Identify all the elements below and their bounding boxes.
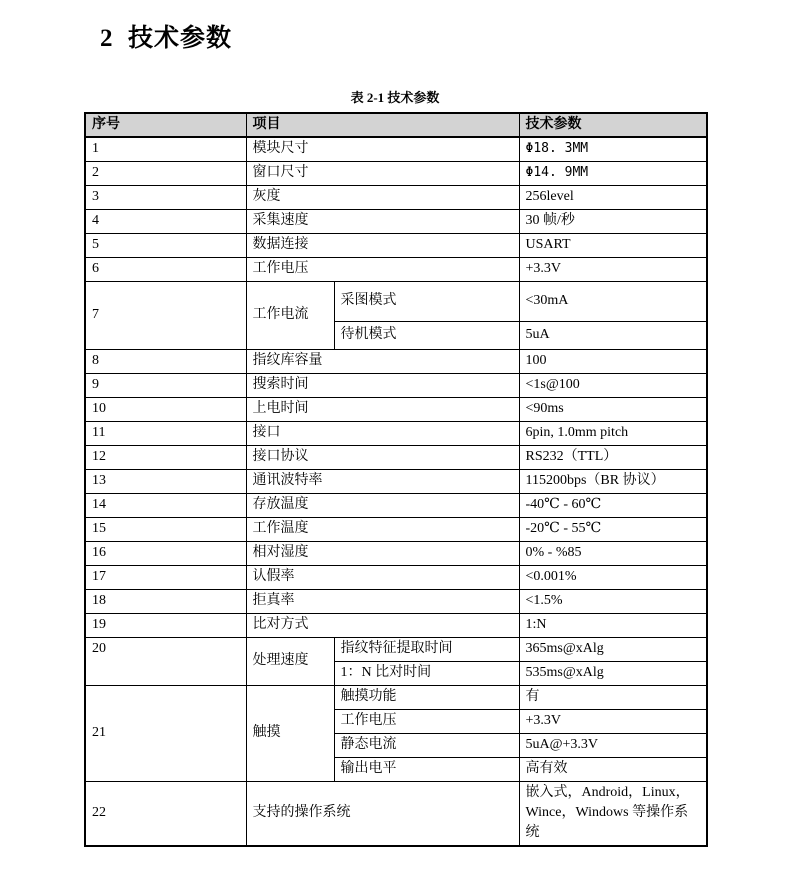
cell-no: 1: [85, 137, 246, 161]
cell-no: 6: [85, 257, 246, 281]
cell-no: 17: [85, 565, 246, 589]
table-header-row: [85, 113, 707, 137]
table-caption: 表 2-1 技术参数: [350, 90, 440, 105]
cell-value: 535ms@xAlg: [519, 661, 707, 685]
cell-value: 115200bps（BR 协议）: [519, 469, 707, 493]
table-row: [85, 445, 707, 469]
cell-sub-label: 采图模式: [334, 281, 519, 321]
cell-no: 12: [85, 445, 246, 469]
cell-sub-label: 触摸功能: [334, 685, 519, 709]
table-row: [85, 257, 707, 281]
table-row: [85, 373, 707, 397]
cell-value: 高有效: [519, 757, 707, 781]
cell-sub-label: 待机模式: [334, 321, 519, 349]
cell-value: 5uA: [519, 321, 707, 349]
cell-item: 通讯波特率: [246, 469, 519, 493]
cell-value: <1s@100: [519, 373, 707, 397]
table-row: [85, 493, 707, 517]
cell-item: 搜索时间: [246, 373, 519, 397]
cell-no: 3: [85, 185, 246, 209]
cell-sub-label: 工作电压: [334, 709, 519, 733]
cell-item: 数据连接: [246, 233, 519, 257]
cell-sub-label: 1：N 比对时间: [334, 661, 519, 685]
cell-value: 嵌入式，Android，Linux，Wince，Windows 等操作系统: [519, 781, 707, 845]
cell-no: 16: [85, 541, 246, 565]
cell-value: 365ms@xAlg: [519, 637, 707, 661]
cell-value: 256level: [519, 185, 707, 209]
table-row: [85, 781, 707, 845]
cell-item: 指纹库容量: [246, 349, 519, 373]
cell-item: 采集速度: [246, 209, 519, 233]
cell-item: 接口: [246, 421, 519, 445]
cell-no: 9: [85, 373, 246, 397]
table-row: [85, 565, 707, 589]
cell-item: 存放温度: [246, 493, 519, 517]
table-row: [85, 209, 707, 233]
cell-value: 5uA@+3.3V: [519, 733, 707, 757]
table-row: [85, 613, 707, 637]
table-row: [85, 589, 707, 613]
cell-value: RS232（TTL）: [519, 445, 707, 469]
table-row: [85, 685, 707, 709]
cell-value: 6pin, 1.0mm pitch: [519, 421, 707, 445]
cell-no: 18: [85, 589, 246, 613]
table-row: [85, 137, 707, 161]
technical-parameters-table: [84, 112, 708, 847]
cell-item: 比对方式: [246, 613, 519, 637]
table-row: [85, 469, 707, 493]
cell-item: 拒真率: [246, 589, 519, 613]
cell-no: 19: [85, 613, 246, 637]
cell-value: 30 帧/秒: [519, 209, 707, 233]
cell-value: <1.5%: [519, 589, 707, 613]
table-row: [85, 397, 707, 421]
col-header-param: 技术参数: [519, 113, 707, 137]
cell-value: +3.3V: [519, 257, 707, 281]
cell-no: 14: [85, 493, 246, 517]
cell-value: +3.3V: [519, 709, 707, 733]
table-row: [85, 281, 707, 321]
cell-item: 上电时间: [246, 397, 519, 421]
cell-value: Φ14. 9MM: [519, 161, 707, 185]
cell-item: 灰度: [246, 185, 519, 209]
cell-no: 8: [85, 349, 246, 373]
cell-value: 0% - %85: [519, 541, 707, 565]
cell-no: 7: [85, 281, 246, 349]
cell-value: <0.001%: [519, 565, 707, 589]
table-row: [85, 637, 707, 661]
cell-value: Φ18. 3MM: [519, 137, 707, 161]
cell-item: 接口协议: [246, 445, 519, 469]
table-row: [85, 541, 707, 565]
table-row: [85, 185, 707, 209]
cell-no: 11: [85, 421, 246, 445]
cell-value: USART: [519, 233, 707, 257]
cell-sub-label: 输出电平: [334, 757, 519, 781]
cell-no: 2: [85, 161, 246, 185]
cell-no: 13: [85, 469, 246, 493]
cell-value: 1:N: [519, 613, 707, 637]
col-header-no: 序号: [85, 113, 246, 137]
cell-sub-label: 静态电流: [334, 733, 519, 757]
cell-item: 处理速度: [246, 637, 334, 685]
cell-item: 窗口尺寸: [246, 161, 519, 185]
cell-item: 工作电流: [246, 281, 334, 349]
page-title: 2 技术参数: [100, 25, 233, 52]
cell-value: <90ms: [519, 397, 707, 421]
cell-no: 15: [85, 517, 246, 541]
cell-value: 100: [519, 349, 707, 373]
cell-no: 22: [85, 781, 246, 845]
cell-item: 相对湿度: [246, 541, 519, 565]
cell-value: <30mA: [519, 281, 707, 321]
table-row: [85, 517, 707, 541]
cell-item: 支持的操作系统: [246, 781, 519, 845]
cell-no: 21: [85, 685, 246, 781]
cell-no: 10: [85, 397, 246, 421]
cell-no: 20: [85, 637, 246, 685]
col-header-item: 项目: [246, 113, 519, 137]
cell-value: -40℃ - 60℃: [519, 493, 707, 517]
cell-no: 4: [85, 209, 246, 233]
cell-item: 触摸: [246, 685, 334, 781]
cell-item: 工作温度: [246, 517, 519, 541]
table-row: [85, 421, 707, 445]
cell-no: 5: [85, 233, 246, 257]
table-row: [85, 233, 707, 257]
cell-sub-label: 指纹特征提取时间: [334, 637, 519, 661]
table-row: [85, 161, 707, 185]
cell-item: 认假率: [246, 565, 519, 589]
cell-value: -20℃ - 55℃: [519, 517, 707, 541]
table-row: [85, 349, 707, 373]
cell-item: 工作电压: [246, 257, 519, 281]
cell-item: 模块尺寸: [246, 137, 519, 161]
cell-value: 有: [519, 685, 707, 709]
